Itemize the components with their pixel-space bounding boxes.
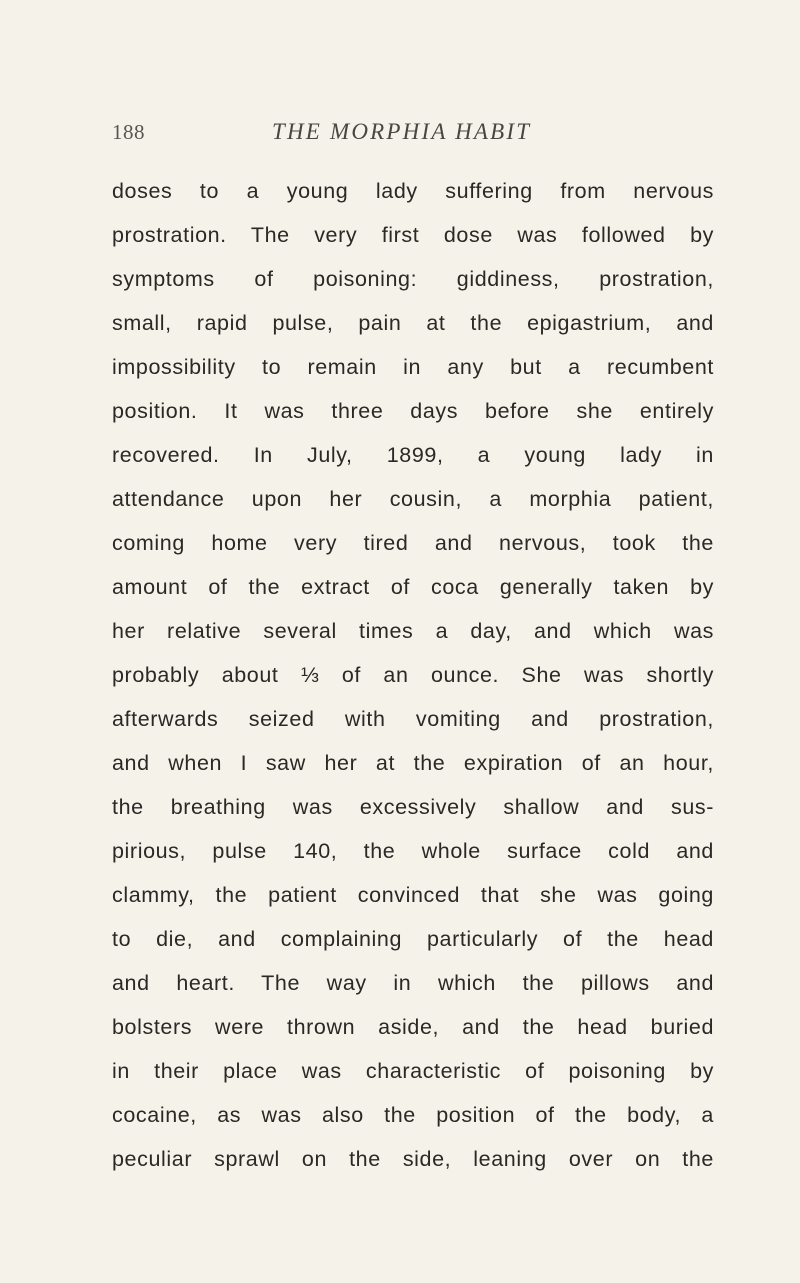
text-line: her relative several times a day, and which was (112, 619, 714, 643)
page-number: 188 (112, 120, 145, 144)
text-line: clammy, the patient convinced that she was going (112, 883, 714, 907)
text-line: small, rapid pulse, pain at the epigastrium, and (112, 311, 714, 335)
text-line: recovered. In July, 1899, a young lady in (112, 443, 714, 467)
text-line: position. It was three days before she entirely (112, 399, 714, 423)
text-line: afterwards seized with vomiting and prostration, (112, 707, 714, 731)
text-line: cocaine, as was also the position of the body, a (112, 1103, 714, 1127)
text-line: bolsters were thrown aside, and the head buried (112, 1015, 714, 1039)
text-line: prostration. The very first dose was followed by (112, 223, 714, 247)
running-head (112, 120, 732, 150)
text-line: impossibility to remain in any but a recumbent (112, 355, 714, 379)
text-line: the breathing was excessively shallow and sus- (112, 795, 714, 819)
text-line: to die, and complaining particularly of the head (112, 927, 714, 951)
text-line: pirious, pulse 140, the whole surface cold and (112, 839, 714, 863)
text-line: in their place was characteristic of poisoning by (112, 1059, 714, 1083)
text-line: probably about ⅓ of an ounce. She was shortly (112, 663, 714, 687)
running-title: THE MORPHIA HABIT (272, 119, 532, 144)
text-line: symptoms of poisoning: giddiness, prostration, (112, 267, 714, 291)
text-line: doses to a young lady suffering from nervous (112, 179, 714, 203)
text-line: coming home very tired and nervous, took the (112, 531, 714, 555)
text-line: and heart. The way in which the pillows and (112, 971, 714, 995)
text-line: attendance upon her cousin, a morphia patient, (112, 487, 714, 511)
text-line: amount of the extract of coca generally taken by (112, 575, 714, 599)
text-line: peculiar sprawl on the side, leaning over on the (112, 1147, 714, 1171)
text-line: and when I saw her at the expiration of an hour, (112, 751, 714, 775)
